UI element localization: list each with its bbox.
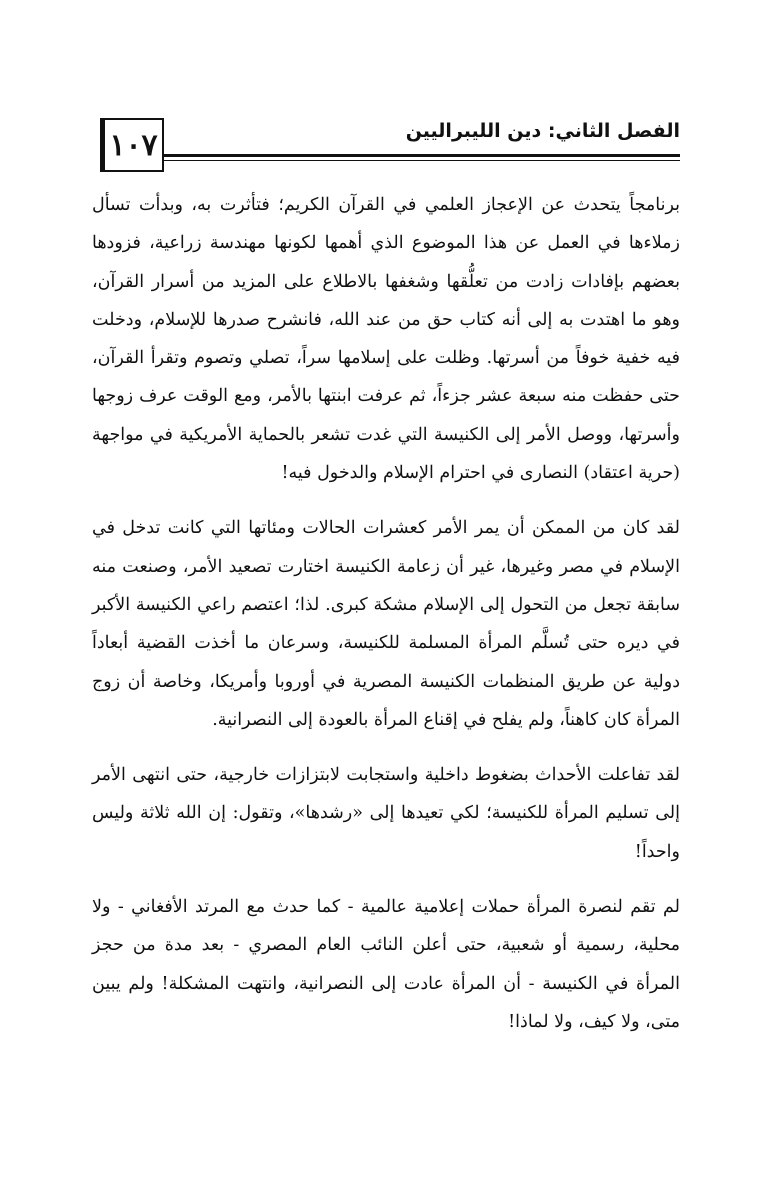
body-text [92, 186, 680, 1041]
paragraph: لقد تفاعلت الأحداث بضغوط داخلية واستجابت لابتزازات خارجية، حتى انتهى الأمر إلى تسليم المرأة للكنيسة؛ لكي تعيدها إلى «رشدها»، وتقول: إن الله ثلاثة وليس واحداً! [92, 765, 680, 862]
paragraph: لم تقم لنصرة المرأة حملات إعلامية عالمية - كما حدث مع المرتد الأفغاني - ولا محلية، رسمية أو شعبية، حتى أعلن النائب العام المصري - بعد مدة من حجز المرأة في الكنيسة - أن المرأة عادت إلى النصرانية، وانتهت المشكلة! ولم يبين متى، ولا كيف، ولا لماذا! [92, 897, 680, 1032]
page-number: ١٠٧ [100, 118, 164, 172]
paragraph: برنامجاً يتحدث عن الإعجاز العلمي في القرآن الكريم؛ فتأثرت به، وبدأت تسأل زملاءها في العمل عن هذا الموضوع الذي أهمها لكونها مهندسة زراعية، فزودها بعضهم بإفادات زادت من تعلُّقها وشغفها بالاطلاع على المزيد من أسرار القرآن، وهو ما اهتدت به إلى أنه كتاب حق من عند الله، فانشرح صدرها للإسلام، ودخلت فيه خفية خوفاً من أسرتها. وظلت على إسلامها سراً، تصلي وتصوم وتقرأ القرآن، حتى حفظت منه سبعة عشر جزءاً، ثم عرفت ابنتها بالأمر، ومع الوقت عرف زوجها وأسرتها، ووصل الأمر إلى الكنيسة التي غدت تشعر بالحماية الأمريكية في مواجهة (حرية اعتقاد) النصارى في احترام الإسلام والدخول فيه! [92, 195, 680, 484]
page-header [100, 118, 680, 178]
header-rule-thin [164, 160, 680, 161]
header-rule [164, 154, 680, 157]
paragraph: لقد كان من الممكن أن يمر الأمر كعشرات الحالات ومئاتها التي كانت تدخل في الإسلام في مصر وغيرها، غير أن زعامة الكنيسة اختارت تصعيد الأمر، وصنعت منه سابقة تجعل من التحول إلى الإسلام مشكة كبرى. لذا؛ اعتصم راعي الكنيسة الأكبر في ديره حتى تُسلَّم المرأة المسلمة للكنيسة، وسرعان ما أخذت القضية أبعاداً دولية عن طريق المنظمات الكنيسة المصرية في أوروبا وأمريكا، وخاصة أن زوج المرأة كان كاهناً، ولم يفلح في إقناع المرأة بالعودة إلى النصرانية. [92, 518, 680, 730]
chapter-title: الفصل الثاني: دين الليبراليين [405, 120, 680, 142]
